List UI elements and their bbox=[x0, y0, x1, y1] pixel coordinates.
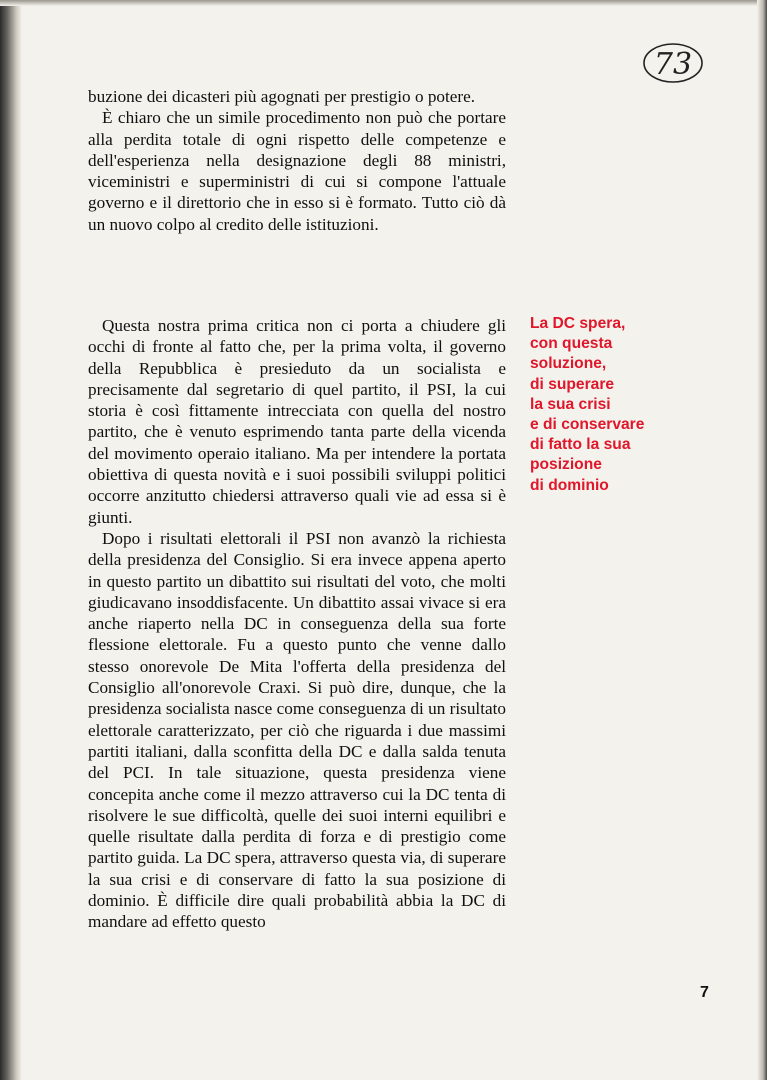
handwritten-page-number-circle bbox=[640, 38, 706, 86]
pull-quote-line: e di conservare bbox=[530, 416, 645, 434]
page-number: 7 bbox=[700, 984, 709, 1001]
pull-quote-line: soluzione, bbox=[530, 355, 607, 373]
paragraph: Dopo i risultati elettorali il PSI non avanzò la richiesta della presidenza del Consiglio. Si era invece appena aperto in questo partito un dibattito sui risultati del voto, che molti giudicavano insoddisfacente. Un dibattito assai vivace si era anche riaperto nella DC in conseguenza della sua forte flessione elettorale. Fu a questo punto che venne dallo stesso onorevole De Mita l'offerta della presidenza del Consiglio all'onorevole Craxi. Si può dire, dunque, che la presidenza socialista nasce come conseguenza di un risultato elettorale caratterizzato, per ciò che riguarda i due massimi partiti italiani, dalla sconfitta della DC e dalla salda tenuta del PCI. In tale situazione, questa presidenza viene concepita anche come il mezzo attraverso cui la DC tenta di risolvere le sue difficoltà, quelle dei suoi interni equilibri e quelle risultate dalla perdita di forza e di prestigio come partito guida. La DC spera, attraverso questa via, di superare la sua crisi e di conservare di fatto la sua posizione di dominio. È difficile dire quali probabilità abbia la DC di mandare ad effetto questo bbox=[88, 528, 506, 932]
paragraph-continuation: buzione dei dicasteri più agognati per prestigio o potere. bbox=[88, 87, 476, 106]
paragraph: Questa nostra prima critica non ci porta a chiudere gli occhi di fronte al fatto che, per la prima volta, il governo della Repubblica è presieduto da un socialista e precisamente dal segretario di quel partito, il PSI, la cui storia è così fittamente intrecciata con quella del nostro partito, che è venuto esprimendo tanta parte della vicenda del movimento operaio italiano. Ma per intendere la portata obiettiva di questa novità e i suoi possibili sviluppi politici occorre anzitutto chiedersi attraverso quali vie ad essa si è giunti. bbox=[88, 316, 506, 527]
pull-quote-line: posizione bbox=[530, 456, 602, 474]
pull-quote-line: di fatto la sua bbox=[530, 436, 631, 454]
main-text-block bbox=[88, 315, 506, 933]
paragraph: È chiaro che un simile procedimento non può che portare alla perdita totale di ogni rispetto delle competenze e dell'esperienza nella designazione degli 88 ministri, viceministri e superministri di cui si compone l'attuale governo e il direttorio che in esso si è formato. Tutto ciò dà un nuovo colpo al credito delle istituzioni. bbox=[88, 108, 506, 234]
pull-quote-line: con questa bbox=[530, 335, 613, 353]
pull-quote-line: La DC spera, bbox=[530, 315, 626, 332]
page-right-edge bbox=[757, 0, 767, 1080]
handwritten-page-number: 73 bbox=[653, 47, 693, 82]
page-top-edge bbox=[0, 0, 767, 6]
book-binding-shadow bbox=[0, 0, 22, 1080]
pull-quote-line: di superare bbox=[530, 375, 615, 393]
top-text-block bbox=[88, 86, 506, 235]
pull-quote-line: la sua crisi bbox=[530, 395, 611, 413]
margin-pull-quote bbox=[530, 314, 710, 496]
pull-quote-line: di dominio bbox=[530, 476, 609, 494]
